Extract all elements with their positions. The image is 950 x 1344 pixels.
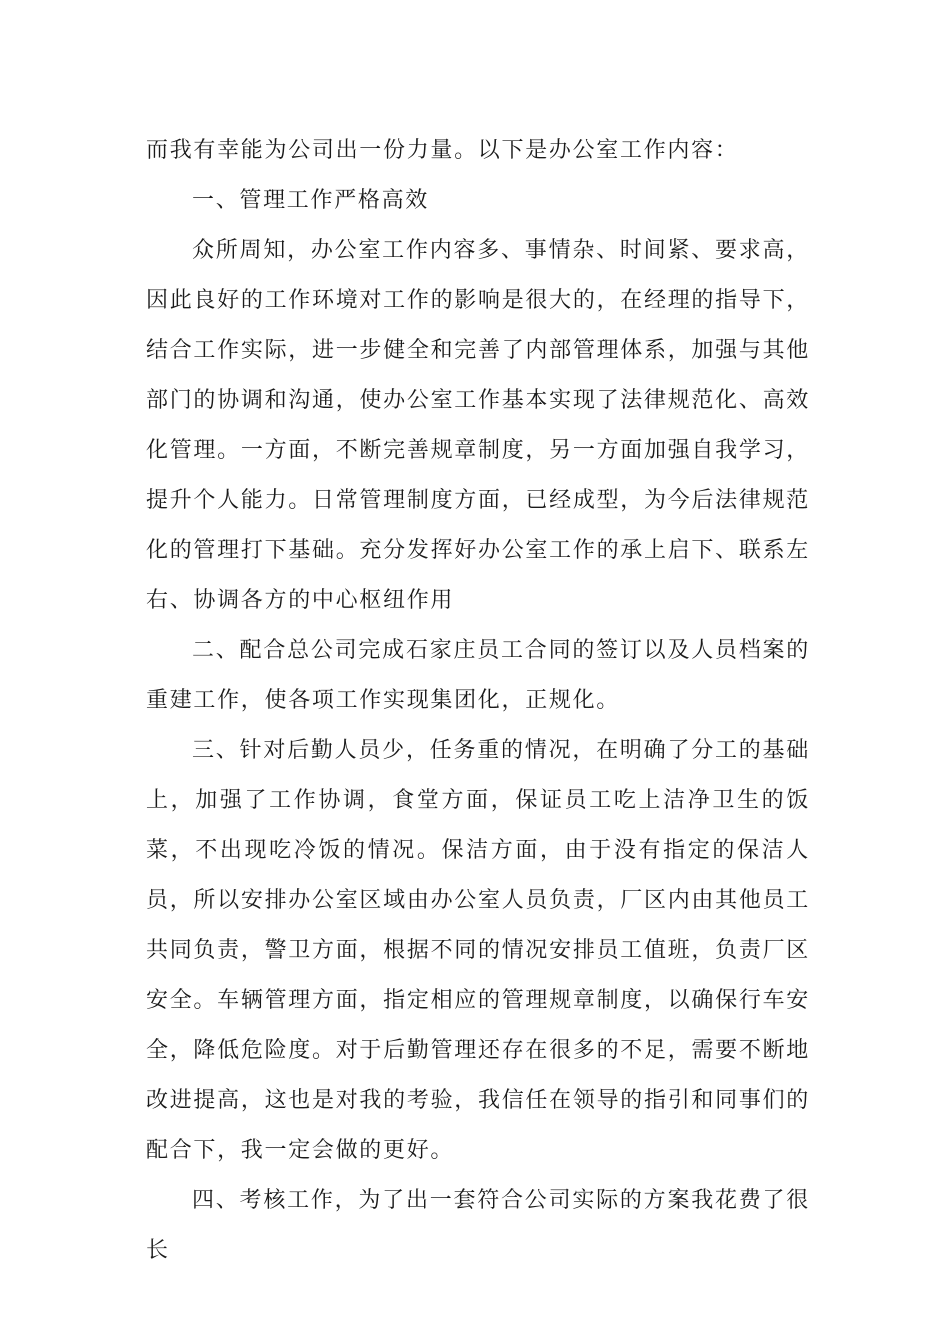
paragraph-continuation: 而我有幸能为公司出一份力量。以下是办公室工作内容：: [146, 138, 739, 163]
paragraph-management: 众所周知，办公室工作内容多、事情杂、时间紧、要求高，因此良好的工作环境对工作的影响是很大的，在经理的指导下，结合工作实际，进一步健全和完善了内部管理体系，加强与其他部门的协调和沟通，使办公室工作基本实现了法律规范化、高效化管理。一方面，不断完善规章制度，另一方面加强自我学习，提升个人能力。日常管理制度方面，已经成型，为今后法律规范化的管理打下基础。充分发挥好办公室工作的承上启下、联系左右、协调各方的中心枢纽作用: [146, 238, 810, 613]
paragraph-logistics: 三、针对后勤人员少，任务重的情况，在明确了分工的基础上，加强了工作协调，食堂方面，保证员工吃上洁净卫生的饭菜，不出现吃冷饭的情况。保洁方面，由于没有指定的保洁人员，所以安排办公室区域由办公室人员负责，厂区内由其他员工共同负责，警卫方面，根据不同的情况安排员工值班，负责厂区安全。车辆管理方面，指定相应的管理规章制度，以确保行车安全，降低危险度。对于后勤管理还存在很多的不足，需要不断地改进提高，这也是对我的考验，我信任在领导的指引和同事们的配合下，我一定会做的更好。: [146, 738, 810, 1163]
paragraph-contracts: 二、配合总公司完成石家庄员工合同的签订以及人员档案的重建工作，使各项工作实现集团化，正规化。: [146, 638, 810, 713]
section-heading-1: 一、管理工作严格高效: [192, 188, 430, 213]
document-body: [146, 126, 810, 1276]
paragraph-assessment: 四、考核工作，为了出一套符合公司实际的方案我花费了很长: [146, 1188, 810, 1263]
